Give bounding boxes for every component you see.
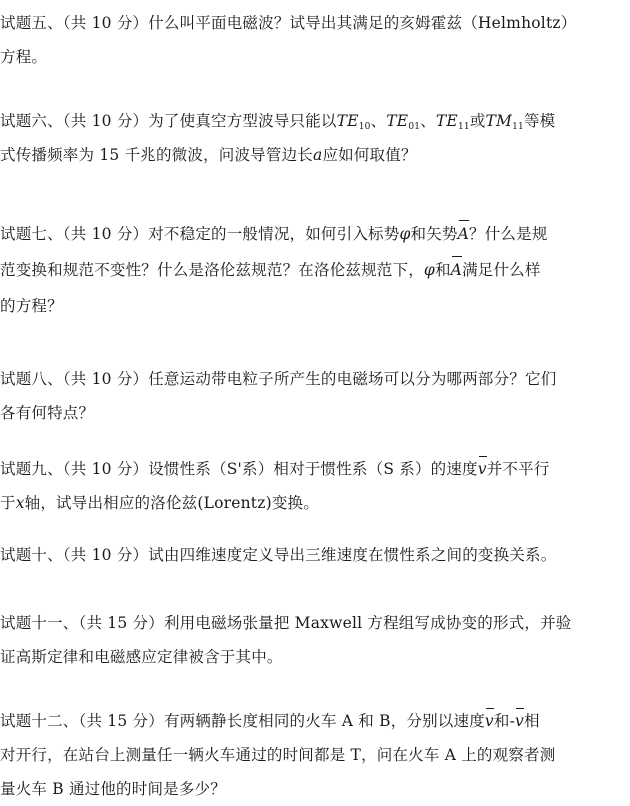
question-7: [0, 216, 622, 324]
question-9-line-1: [0, 452, 622, 486]
question-6-text-post: 等模: [523, 112, 556, 130]
mode-tm11: $TM_{11}$: [485, 112, 524, 132]
velocity-vector-v: v: [478, 452, 487, 486]
question-9-text-pre: 设惯性系（S'系）相对于惯性系（S 系）的速度: [148, 460, 478, 478]
question-5: [0, 6, 622, 74]
and-word: 和: [434, 261, 451, 279]
vector-potential-a: A: [458, 216, 469, 252]
question-11-label: 试题十一、（共 15 分）: [0, 614, 164, 632]
scalar-potential-phi: φ: [423, 261, 435, 279]
question-12-line-1: [0, 704, 622, 738]
question-9-line-2: [0, 486, 622, 520]
question-8-label: 试题八、（共 10 分）: [0, 370, 149, 388]
question-7-line-2-pre: 范变换和规范不变性？什么是洛伦兹规范？在洛伦兹规范下，: [0, 261, 424, 279]
question-6-text-pre: 为了使真空方型波导只能以: [148, 112, 337, 130]
question-7-text-pre: 对不稳定的一般情况，如何引入标势: [148, 225, 400, 243]
velocity-vector-v: v: [485, 704, 494, 738]
question-5-label: 试题五、（共 10 分）: [0, 14, 149, 32]
question-12-line-2: 对开行，在站台上测量任一辆火车通过的时间都是 T，问在火车 A 上的观察者测: [0, 746, 556, 764]
question-10-text: 试由四维速度定义导出三维速度在惯性系之间的变换关系。: [148, 546, 557, 564]
question-11-line-1: [0, 606, 622, 640]
question-5-line-1: [0, 6, 622, 40]
question-12-text-post: 相: [523, 712, 540, 730]
question-6: [0, 104, 622, 172]
question-7-text-post: ？什么是规: [469, 225, 548, 243]
question-7-line-3: 的方程？: [0, 297, 63, 315]
mode-te10: $TE_{10}$: [336, 112, 371, 132]
question-6-line-2-pre: 式传播频率为 15 千兆的微波，问波导管边长: [0, 146, 313, 164]
variable-x: x: [15, 494, 25, 512]
question-7-line-2: [0, 252, 622, 288]
question-8-line-2: 各有何特点？: [0, 404, 95, 422]
mode-te11: $TE_{11}$: [435, 112, 470, 132]
question-6-label: 试题六、（共 10 分）: [0, 112, 149, 130]
separator: 、: [420, 112, 436, 130]
question-6-line-2: [0, 138, 622, 172]
scalar-potential-phi: φ: [399, 225, 411, 243]
question-12-line-3: 量火车 B 通过他的时间是多少？: [0, 780, 226, 798]
question-10-label: 试题十、（共 10 分）: [0, 546, 149, 564]
question-11-text: 利用电磁场张量把 Maxwell 方程组写成协变的形式，并验: [163, 614, 572, 632]
question-9-line-2-post: 轴，试导出相应的洛伦兹(Lorentz)变换。: [24, 494, 319, 512]
question-10-line-1: [0, 538, 622, 572]
question-12-label: 试题十二、（共 15 分）: [0, 712, 164, 730]
and-negative-text: 和-: [493, 712, 516, 730]
separator: 、: [370, 112, 387, 130]
question-8-line-1: [0, 362, 622, 396]
mode-te01: $TE_{01}$: [386, 112, 421, 132]
question-6-line-2-post: 应如何取值？: [322, 146, 417, 164]
question-9: [0, 452, 622, 520]
question-7-label: 试题七、（共 10 分）: [0, 225, 149, 243]
question-10: [0, 538, 622, 572]
question-7-line-1: [0, 216, 622, 252]
question-6-line-1: [0, 104, 622, 138]
or-word: 或: [469, 112, 486, 130]
question-8: [0, 362, 622, 430]
question-12: [0, 704, 622, 806]
question-9-text-post: 并不平行: [486, 460, 550, 478]
question-11-line-2: 证高斯定律和电磁感应定律被含于其中。: [0, 648, 283, 666]
question-5-line-2: 方程。: [0, 48, 48, 66]
velocity-vector-v: v: [515, 704, 524, 738]
variable-a: a: [312, 146, 323, 164]
and-vector-potential-text: 和矢势: [410, 225, 458, 243]
question-9-line-2-pre: 于: [0, 494, 16, 512]
question-9-label: 试题九、（共 10 分）: [0, 460, 149, 478]
vector-potential-a: A: [451, 252, 462, 288]
question-11: [0, 606, 622, 674]
question-12-text-pre: 有两辆静长度相同的火车 A 和 B，分别以速度: [163, 712, 485, 730]
question-7-line-2-post: 满足什么样: [462, 261, 541, 279]
question-8-text: 任意运动带电粒子所产生的电磁场可以分为哪两部分？它们: [148, 370, 557, 388]
question-5-text: 什么叫平面电磁波？试导出其满足的亥姆霍兹（Helmholtz）: [148, 14, 577, 32]
